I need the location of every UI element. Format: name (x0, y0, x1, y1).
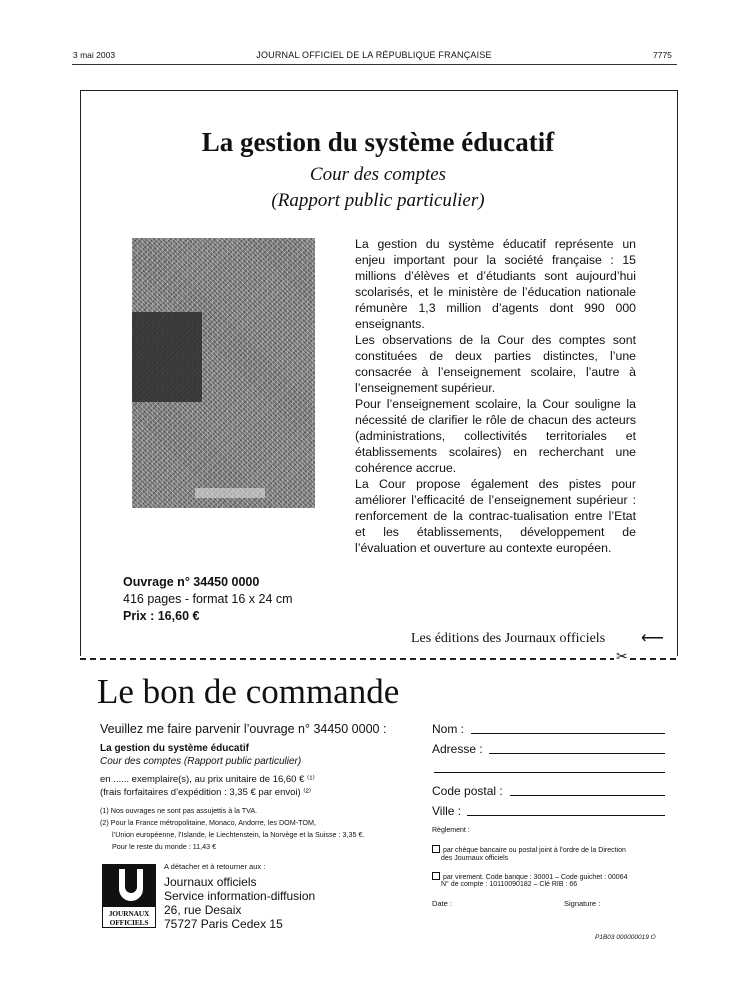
book-info (123, 574, 293, 625)
book-cover-dark-area (132, 312, 202, 402)
publisher-name: Les éditions des Journaux officiels (411, 631, 606, 646)
date-label: Date : (432, 899, 453, 908)
book-reference: Ouvrage n° 34450 0000 (123, 575, 260, 589)
footnote-2-cont: l’Union européenne, l’Islande, le Liechtenstein, la Norvège et la Suisse : 3,35 €. (112, 830, 365, 839)
order-book-title: La gestion du système éducatif (100, 743, 249, 754)
description-paragraph-2: Les observations de la Cour des comptes sont constituées de deux parties distinctes, l’une consacrée à l’enseignement scolaire, l’autre à l’enseignement supérieur. (355, 333, 636, 395)
order-form-title: Le bon de commande (97, 672, 400, 711)
logo-text-2: OFFICIELS (109, 918, 149, 927)
footnote-2: (2) Pour la France métropolitaine, Monaco, Andorre, les DOM-TOM, (100, 818, 316, 827)
address-line-4: 75727 Paris Cedex 15 (164, 917, 283, 931)
header-rule (72, 64, 677, 65)
field-code-postal-input[interactable] (510, 795, 665, 796)
cheque-text-2: des Journaux officiels (441, 855, 509, 862)
payment-virement-option[interactable] (432, 872, 627, 881)
book-format: 416 pages - format 16 x 24 cm (123, 592, 293, 606)
order-quantity-line: en ...... exemplaire(s), au prix unitaire de 16,60 € ⁽¹⁾ (100, 774, 315, 785)
address-line-3: 26, rue Desaix (164, 903, 242, 917)
field-adresse-input-line-2[interactable] (434, 772, 665, 773)
book-price: Prix : 16,60 € (123, 609, 200, 623)
field-nom-input[interactable] (471, 733, 665, 734)
subtitle-line-1: Cour des comptes (309, 164, 447, 185)
virement-text-2: N° de compte : 10110090182 – Clé RIB : 66 (441, 881, 578, 888)
logo-text-1: JOURNAUX (108, 909, 150, 918)
field-adresse-input[interactable] (489, 753, 665, 754)
journaux-officiels-logo (102, 864, 156, 928)
field-nom-label: Nom : (432, 722, 465, 736)
header-page-number: 7775 (653, 50, 672, 60)
order-fees-line: (frais forfaitaires d’expédition : 3,35 € par envoi) ⁽²⁾ (100, 787, 312, 798)
arrow-left-icon: ⟵ (641, 630, 664, 647)
virement-text-1: par virement. Code banque : 30001 – Code guichet : 00064 (443, 874, 628, 881)
field-ville-input[interactable] (467, 815, 665, 816)
field-code-postal-label: Code postal : (432, 784, 503, 798)
payment-cheque-option[interactable] (432, 845, 626, 854)
reference-code: P1B03 000000019 O (595, 934, 656, 941)
field-adresse-label: Adresse : (432, 742, 483, 756)
address-line-1: Journaux officiels (164, 875, 257, 889)
description-paragraph-4: La Cour propose également des pistes pour améliorer l’efficacité de l’enseignement supérieur : renforcement de la contrac-tualisation entre l’Etat et les établissements, développement de l’évaluation et ouverture au contexte européen. (355, 477, 636, 555)
checkbox-icon[interactable] (432, 872, 440, 880)
footnote-2-world: Pour le reste du monde : 11,43 € (112, 842, 217, 851)
description-paragraph-1: La gestion du système éducatif représente un enjeu important pour la société française : 15 millions d’élèves et d’étudiants sont aujourd’hui scolarisés, et le ministère de l’éducation nationale rémunère 1,3 million d’agents dont 990 000 enseignants. (355, 237, 636, 331)
order-intro: Veuillez me faire parvenir l’ouvrage n° 34450 0000 : (100, 722, 387, 736)
field-ville-label: Ville : (432, 804, 462, 818)
book-title: La gestion du système éducatif (201, 127, 555, 157)
order-book-subtitle: Cour des comptes (Rapport public particulier) (100, 756, 302, 767)
cut-line (80, 658, 676, 660)
header-date: 3 mai 2003 (73, 50, 116, 60)
book-cover-strip (195, 488, 265, 498)
description-paragraph-3: Pour l’enseignement scolaire, la Cour souligne la nécessité de clarifier le rôle de chacun des acteurs (administrations, collectivités territoriales et établissements scolaires) en recherchant une cohérence accrue. (355, 397, 636, 475)
header-journal-title: JOURNAL OFFICIEL DE LA RÉPUBLIQUE FRANÇAISE (256, 50, 492, 60)
payment-label: Règlement : (432, 827, 470, 834)
cheque-text-1: par chèque bancaire ou postal joint à l’ordre de la Direction (443, 847, 626, 854)
address-line-2: Service information-diffusion (164, 889, 316, 903)
return-label: A détacher et à retourner aux : (164, 862, 266, 871)
book-subtitle (80, 162, 676, 214)
subtitle-line-2: (Rapport public particulier) (271, 190, 485, 211)
signature-label: Signature : (564, 899, 601, 908)
footnote-1: (1) Nos ouvrages ne sont pas assujettis à la TVA. (100, 806, 258, 815)
checkbox-icon[interactable] (432, 845, 440, 853)
scissors-icon: ✂ (616, 648, 628, 664)
